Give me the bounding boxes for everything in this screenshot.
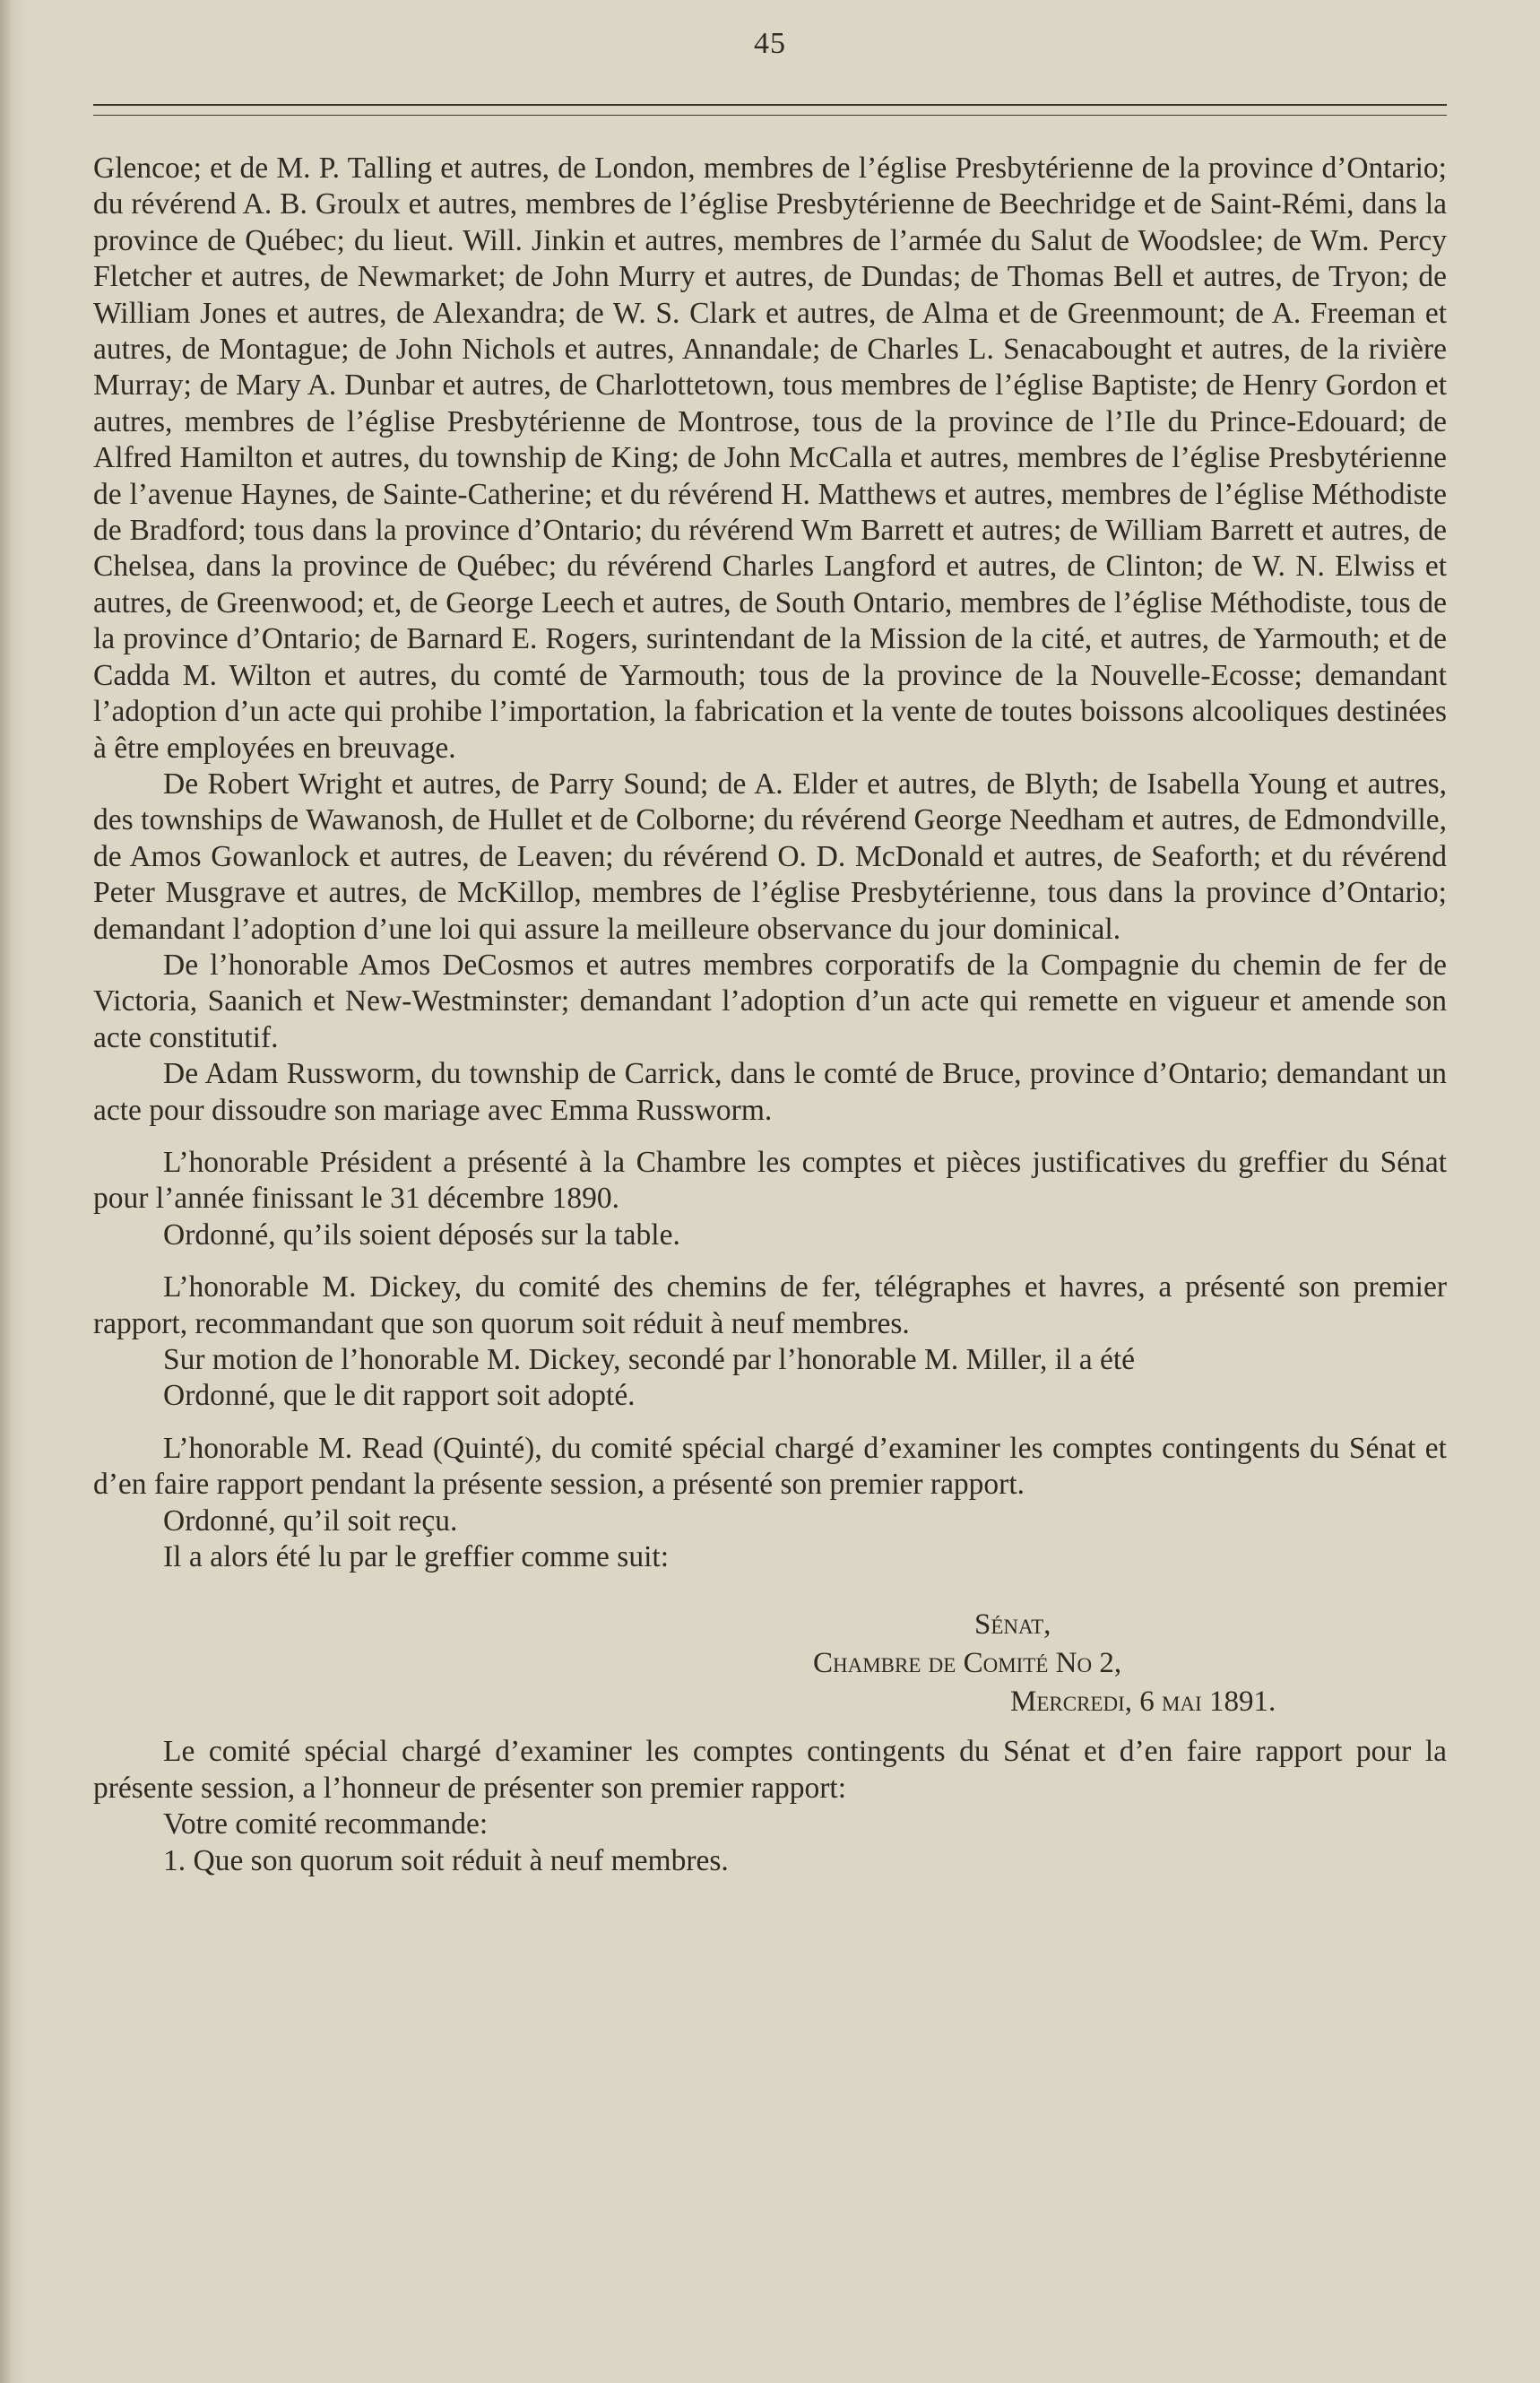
journal-text bbox=[93, 151, 1447, 1879]
petition-paragraph-4: De Adam Russworm, du township de Carrick, dans le comté de Bruce, province d’Ontario; demandant un acte pour dissoudre son mariage avec Emma Russworm. bbox=[93, 1057, 1447, 1127]
report-recommendation-intro: Votre comité recommande: bbox=[163, 1807, 489, 1841]
motion-order: Ordonné, que le dit rapport soit adopté. bbox=[163, 1379, 636, 1413]
page-number: 45 bbox=[754, 27, 786, 60]
petition-paragraph-3: De l’honorable Amos DeCosmos et autres membres corporatifs de la Compagnie du chemin de fer de Victoria, Saanich et New-Westminster; demandant l’adoption d’un acte qui remette en vigueur et amende son acte constitutif. bbox=[93, 948, 1447, 1054]
report-order: Ordonné, qu’il soit reçu. bbox=[163, 1503, 458, 1538]
report-heading bbox=[93, 1606, 1447, 1721]
accounts-order: Ordonné, qu’ils soient déposés sur la table. bbox=[163, 1217, 680, 1252]
petition-paragraph-1: Glencoe; et de M. P. Talling et autres, de London, membres de l’église Presbytérienne de la province d’Ontario; du révérend A. B. Groulx et autres, membres de l’église Presbytérienne de Beechridge et de Saint-Rémi, dans la province de Québec; du lieut. Will. Jinkin et autres, membres de l’armée du Salut de Woodslee; de Wm. Percy Fletcher et autres, de Newmarket; de John Murry et autres, de Dundas; de Thomas Bell et autres, de Tryon; de William Jones et autres, de Alexandra; de W. S. Clark et autres, de Alma et de Greenmount; de A. Freeman et autres, de Montague; de John Nichols et autres, Annandale; de Charles L. Senacabought et autres, de la rivière Murray; de Mary A. Dunbar et autres, de Charlottetown, tous membres de l’église Baptiste; de Henry Gordon et autres, membres de l’église Presbytérienne de Montrose, tous de la province de l’Ile du Prince-Edouard; de Alfred Hamilton et autres, du township de King; de John McCalla et autres, membres de l’église Presbytérienne de l’avenue Haynes, de Sainte-Catherine; et du révérend H. Matthews et autres, membres de l’église Méthodiste de Bradford; tous dans la province d’Ontario; du révérend Wm Barrett et autres; de William Barrett et autres, de Chelsea, dans la province de Québec; du révérend Charles Langford et autres, de Clinton; de W. N. Elwiss et autres, de Greenwood; et, de George Leech et autres, de South Ontario, membres de l’église Méthodiste, tous de la province d’Ontario; de Barnard E. Rogers, surintendant de la Mission de la cité, et autres, de Yarmouth; et de Cadda M. Wilton et autres, du comté de Yarmouth; tous de la province de la Nouvelle-Ecosse; demandant l’adoption d’un acte qui prohibe l’importation, la fabrication et la vente de toutes boissons alcooliques destinées à être employées en breuvage. bbox=[93, 152, 1447, 765]
motion-paragraph: Sur motion de l’honorable M. Dickey, secondé par l’honorable M. Miller, il a été bbox=[163, 1343, 1136, 1376]
petition-paragraph-2: De Robert Wright et autres, de Parry Sound; de A. Elder et autres, de Blyth; de Isabella Young et autres, des townships de Wawanosh, de Hullet et de Colborne; du révérend George Needham et autres, de Edmondville, de Amos Gowanlock et autres, de Leaven; du révérend O. D. McDonald et autres, de Seaforth; et du révérend Peter Musgrave et autres, de McKillop, membres de l’église Presbytérienne, tous dans la province d’Ontario; demandant l’adoption d’une loi qui assure la meilleure observance du jour dominical. bbox=[93, 767, 1447, 946]
report-intro: Le comité spécial chargé d’examiner les comptes contingents du Sénat et d’en faire rapport pour la présente session, a l’honneur de présenter son premier rapport: bbox=[93, 1735, 1447, 1805]
header-rule-thin bbox=[93, 115, 1447, 116]
senate-heading: Sénat, bbox=[974, 1608, 1051, 1642]
committee-room-heading: Chambre de Comité No 2, bbox=[813, 1647, 1122, 1680]
contingent-report-paragraph: L’honorable M. Read (Quinté), du comité spécial chargé d’examiner les comptes contingents du Sénat et d’en faire rapport pendant la présente session, a présenté son premier rapport. bbox=[93, 1431, 1447, 1502]
report-date: Mercredi, 6 mai 1891. bbox=[1010, 1685, 1276, 1719]
accounts-paragraph: L’honorable Président a présenté à la Chambre les comptes et pièces justificatives du greffier du Sénat pour l’année finissant le 31 décembre 1890. bbox=[93, 1145, 1447, 1216]
reading-note: Il a alors été lu par le greffier comme suit: bbox=[163, 1540, 670, 1574]
header-rule bbox=[93, 104, 1447, 106]
report-recommendation-1: 1. Que son quorum soit réduit à neuf membres. bbox=[163, 1843, 729, 1877]
railway-report-paragraph: L’honorable M. Dickey, du comité des chemins de fer, télégraphes et havres, a présenté son premier rapport, recommandant que son quorum soit réduit à neuf membres. bbox=[93, 1270, 1447, 1340]
